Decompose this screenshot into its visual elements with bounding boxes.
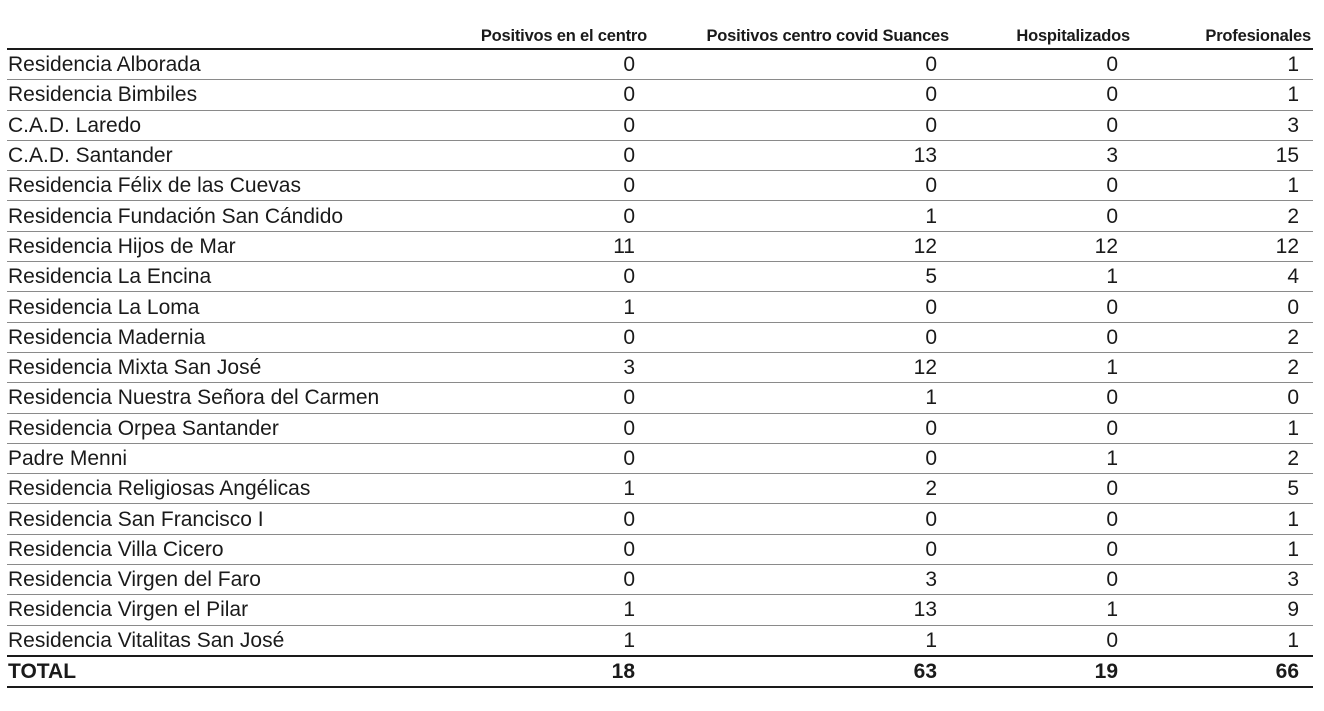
table-row [7, 504, 1313, 534]
header-row [7, 20, 1313, 49]
positivos-centro-cell: 0 [447, 504, 649, 534]
hospitalizados-cell: 0 [951, 504, 1132, 534]
row-name-cell: Residencia Orpea Santander [7, 413, 447, 443]
positivos-suances-cell: 0 [649, 504, 951, 534]
hospitalizados-cell: 3 [951, 140, 1132, 170]
row-name-cell: Residencia Fundación San Cándido [7, 201, 447, 231]
profesionales-cell: 2 [1132, 352, 1313, 382]
positivos-suances-cell: 1 [649, 625, 951, 656]
profesionales-cell: 1 [1132, 534, 1313, 564]
table-row [7, 231, 1313, 261]
table-row [7, 443, 1313, 473]
row-name-cell: Residencia La Encina [7, 262, 447, 292]
hospitalizados-cell: 0 [951, 171, 1132, 201]
positivos-suances-cell: 3 [649, 565, 951, 595]
positivos-centro-cell: 1 [447, 292, 649, 322]
positivos-centro-cell: 0 [447, 171, 649, 201]
positivos-suances-cell: 0 [649, 443, 951, 473]
table-row [7, 201, 1313, 231]
table-row [7, 474, 1313, 504]
total-label: TOTAL [7, 656, 447, 687]
row-name-cell: Residencia Nuestra Señora del Carmen [7, 383, 447, 413]
table-row [7, 534, 1313, 564]
row-name-cell: Residencia Madernia [7, 322, 447, 352]
row-name-cell: C.A.D. Santander [7, 140, 447, 170]
positivos-centro-cell: 0 [447, 322, 649, 352]
table-row [7, 565, 1313, 595]
positivos-suances-cell: 13 [649, 595, 951, 625]
table-header [7, 20, 1313, 49]
row-name-cell: Residencia Alborada [7, 49, 447, 80]
hospitalizados-cell: 1 [951, 443, 1132, 473]
positivos-suances-cell: 0 [649, 171, 951, 201]
table-row [7, 80, 1313, 110]
row-name-cell: Residencia Mixta San José [7, 352, 447, 382]
hospitalizados-cell: 0 [951, 474, 1132, 504]
positivos-suances-cell: 12 [649, 352, 951, 382]
row-name-cell: Residencia La Loma [7, 292, 447, 322]
profesionales-cell: 1 [1132, 625, 1313, 656]
row-name-cell: Residencia Virgen del Faro [7, 565, 447, 595]
hospitalizados-cell: 0 [951, 80, 1132, 110]
table-row [7, 625, 1313, 656]
table-row [7, 292, 1313, 322]
profesionales-cell: 12 [1132, 231, 1313, 261]
column-header-residencia [7, 20, 447, 49]
positivos-suances-cell: 1 [649, 383, 951, 413]
positivos-centro-cell: 11 [447, 231, 649, 261]
positivos-suances-cell: 0 [649, 110, 951, 140]
table-row [7, 171, 1313, 201]
positivos-centro-cell: 0 [447, 49, 649, 80]
profesionales-cell: 0 [1132, 292, 1313, 322]
profesionales-cell: 2 [1132, 201, 1313, 231]
table-row [7, 110, 1313, 140]
profesionales-cell: 2 [1132, 322, 1313, 352]
hospitalizados-cell: 0 [951, 322, 1132, 352]
hospitalizados-cell: 0 [951, 292, 1132, 322]
profesionales-cell: 15 [1132, 140, 1313, 170]
profesionales-cell: 1 [1132, 49, 1313, 80]
total-profesionales-cell: 66 [1132, 656, 1313, 687]
table-row [7, 352, 1313, 382]
profesionales-cell: 1 [1132, 504, 1313, 534]
profesionales-cell: 9 [1132, 595, 1313, 625]
positivos-centro-cell: 3 [447, 352, 649, 382]
hospitalizados-cell: 0 [951, 383, 1132, 413]
profesionales-cell: 4 [1132, 262, 1313, 292]
positivos-suances-cell: 0 [649, 534, 951, 564]
column-header-hospitalizados: Hospitalizados [951, 20, 1132, 49]
column-header-positivos-suances: Positivos centro covid Suances [649, 20, 951, 49]
positivos-suances-cell: 12 [649, 231, 951, 261]
row-name-cell: C.A.D. Laredo [7, 110, 447, 140]
profesionales-cell: 5 [1132, 474, 1313, 504]
total-row [7, 656, 1313, 687]
positivos-centro-cell: 0 [447, 383, 649, 413]
positivos-centro-cell: 0 [447, 413, 649, 443]
total-positivos-suances-cell: 63 [649, 656, 951, 687]
positivos-centro-cell: 0 [447, 140, 649, 170]
positivos-suances-cell: 13 [649, 140, 951, 170]
table-row [7, 413, 1313, 443]
row-name-cell: Padre Menni [7, 443, 447, 473]
profesionales-cell: 3 [1132, 565, 1313, 595]
positivos-suances-cell: 0 [649, 413, 951, 443]
profesionales-cell: 0 [1132, 383, 1313, 413]
positivos-centro-cell: 0 [447, 110, 649, 140]
profesionales-cell: 1 [1132, 171, 1313, 201]
hospitalizados-cell: 12 [951, 231, 1132, 261]
row-name-cell: Residencia Vitalitas San José [7, 625, 447, 656]
table-body [7, 49, 1313, 687]
hospitalizados-cell: 0 [951, 625, 1132, 656]
row-name-cell: Residencia Religiosas Angélicas [7, 474, 447, 504]
positivos-suances-cell: 5 [649, 262, 951, 292]
hospitalizados-cell: 0 [951, 49, 1132, 80]
row-name-cell: Residencia Bimbiles [7, 80, 447, 110]
residencias-table-container [7, 20, 1313, 688]
hospitalizados-cell: 0 [951, 110, 1132, 140]
positivos-centro-cell: 1 [447, 474, 649, 504]
row-name-cell: Residencia Félix de las Cuevas [7, 171, 447, 201]
total-hospitalizados-cell: 19 [951, 656, 1132, 687]
positivos-centro-cell: 0 [447, 534, 649, 564]
row-name-cell: Residencia Hijos de Mar [7, 231, 447, 261]
positivos-suances-cell: 0 [649, 80, 951, 110]
positivos-centro-cell: 0 [447, 443, 649, 473]
positivos-centro-cell: 0 [447, 201, 649, 231]
hospitalizados-cell: 1 [951, 352, 1132, 382]
positivos-centro-cell: 0 [447, 262, 649, 292]
column-header-positivos-centro: Positivos en el centro [447, 20, 649, 49]
hospitalizados-cell: 1 [951, 262, 1132, 292]
residencias-covid-table [7, 20, 1313, 688]
column-header-profesionales: Profesionales [1132, 20, 1313, 49]
hospitalizados-cell: 0 [951, 534, 1132, 564]
positivos-suances-cell: 2 [649, 474, 951, 504]
profesionales-cell: 2 [1132, 443, 1313, 473]
positivos-centro-cell: 1 [447, 595, 649, 625]
table-row [7, 140, 1313, 170]
table-row [7, 262, 1313, 292]
hospitalizados-cell: 0 [951, 201, 1132, 231]
table-row [7, 322, 1313, 352]
profesionales-cell: 3 [1132, 110, 1313, 140]
table-row [7, 49, 1313, 80]
positivos-centro-cell: 0 [447, 565, 649, 595]
positivos-suances-cell: 0 [649, 49, 951, 80]
row-name-cell: Residencia San Francisco I [7, 504, 447, 534]
positivos-centro-cell: 0 [447, 80, 649, 110]
positivos-suances-cell: 0 [649, 292, 951, 322]
positivos-suances-cell: 0 [649, 322, 951, 352]
positivos-centro-cell: 1 [447, 625, 649, 656]
table-row [7, 595, 1313, 625]
row-name-cell: Residencia Villa Cicero [7, 534, 447, 564]
row-name-cell: Residencia Virgen el Pilar [7, 595, 447, 625]
total-positivos-centro-cell: 18 [447, 656, 649, 687]
hospitalizados-cell: 0 [951, 413, 1132, 443]
profesionales-cell: 1 [1132, 80, 1313, 110]
positivos-suances-cell: 1 [649, 201, 951, 231]
table-row [7, 383, 1313, 413]
hospitalizados-cell: 1 [951, 595, 1132, 625]
hospitalizados-cell: 0 [951, 565, 1132, 595]
profesionales-cell: 1 [1132, 413, 1313, 443]
